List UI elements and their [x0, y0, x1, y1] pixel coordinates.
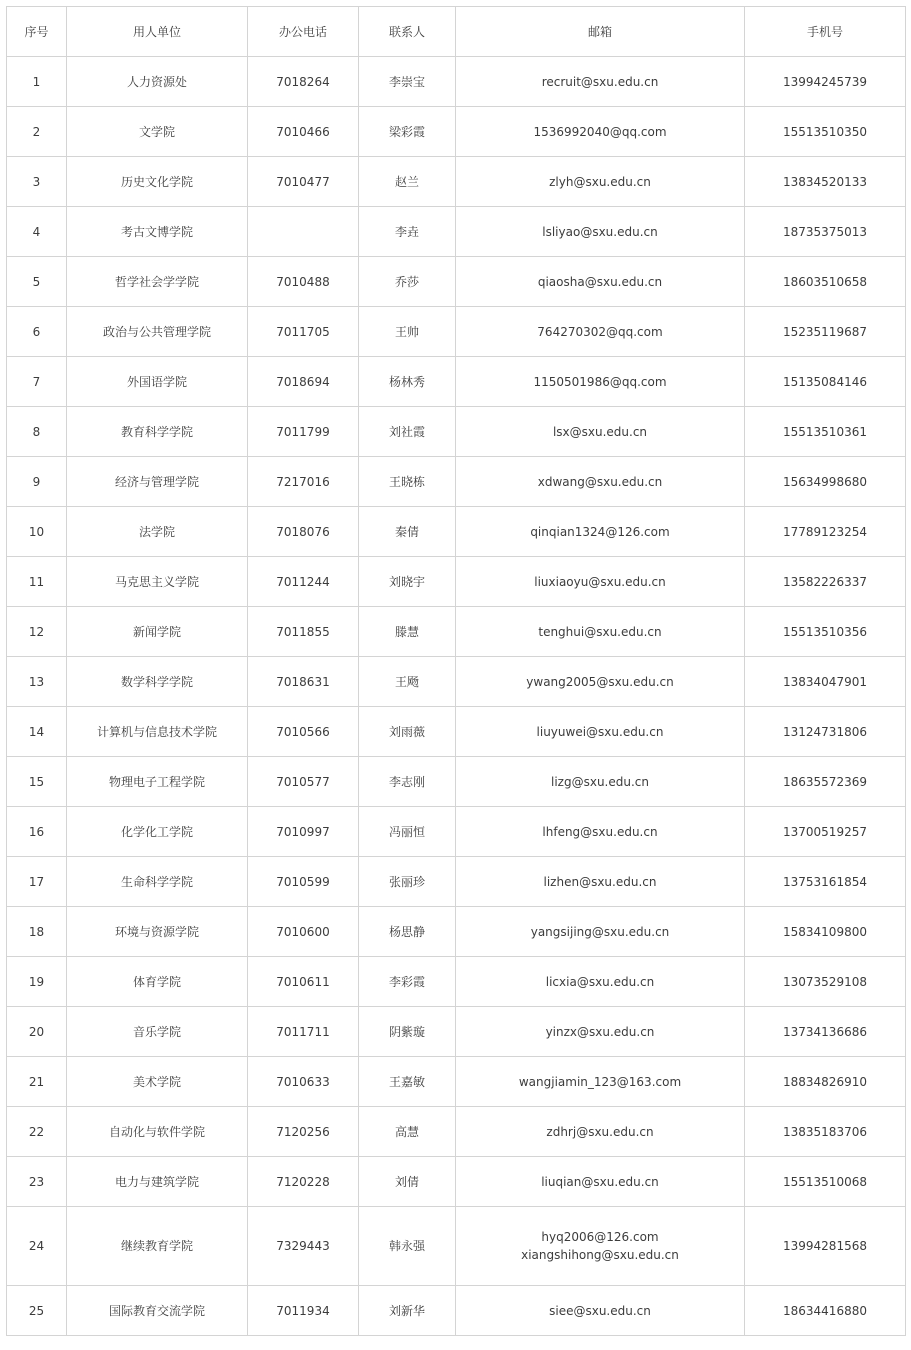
table-row	[7, 207, 906, 257]
cell-office-phone: 7010611	[248, 957, 359, 1007]
email-address: xiangshihong@sxu.edu.cn	[521, 1248, 679, 1262]
table-row	[7, 1157, 906, 1207]
table-row	[7, 1007, 906, 1057]
cell-office-phone: 7010466	[248, 107, 359, 157]
cell-office-phone: 7217016	[248, 457, 359, 507]
table-header-row	[7, 7, 906, 57]
cell-mobile: 15135084146	[745, 357, 906, 407]
cell-email	[456, 757, 745, 807]
table-row	[7, 857, 906, 907]
cell-index: 7	[7, 357, 67, 407]
header-contact: 联系人	[359, 7, 456, 57]
header-index: 序号	[7, 7, 67, 57]
cell-mobile: 13834520133	[745, 157, 906, 207]
cell-office-phone: 7010997	[248, 807, 359, 857]
cell-office-phone: 7010477	[248, 157, 359, 207]
cell-contact: 乔莎	[359, 257, 456, 307]
cell-index: 25	[7, 1286, 67, 1336]
cell-mobile: 18834826910	[745, 1057, 906, 1107]
cell-mobile: 13753161854	[745, 857, 906, 907]
cell-office-phone: 7010599	[248, 857, 359, 907]
cell-office-phone: 7011705	[248, 307, 359, 357]
cell-office-phone: 7329443	[248, 1207, 359, 1286]
cell-office-phone: 7011711	[248, 1007, 359, 1057]
cell-unit: 国际教育交流学院	[67, 1286, 248, 1336]
cell-unit: 计算机与信息技术学院	[67, 707, 248, 757]
table-row	[7, 507, 906, 557]
cell-email	[456, 507, 745, 557]
cell-office-phone: 7010600	[248, 907, 359, 957]
cell-office-phone: 7010566	[248, 707, 359, 757]
cell-office-phone: 7011799	[248, 407, 359, 457]
email-address: ywang2005@sxu.edu.cn	[526, 674, 674, 689]
table-row	[7, 357, 906, 407]
cell-mobile: 13994281568	[745, 1207, 906, 1286]
cell-contact: 王飏	[359, 657, 456, 707]
cell-office-phone: 7120256	[248, 1107, 359, 1157]
cell-contact: 梁彩霞	[359, 107, 456, 157]
cell-office-phone: 7011855	[248, 607, 359, 657]
cell-index: 23	[7, 1157, 67, 1207]
cell-unit: 政治与公共管理学院	[67, 307, 248, 357]
email-address: hyq2006@126.com	[541, 1230, 659, 1244]
cell-contact: 赵兰	[359, 157, 456, 207]
cell-index: 2	[7, 107, 67, 157]
cell-mobile: 15634998680	[745, 457, 906, 507]
cell-index: 19	[7, 957, 67, 1007]
cell-unit: 教育科学学院	[67, 407, 248, 457]
cell-contact: 王晓栋	[359, 457, 456, 507]
cell-index: 4	[7, 207, 67, 257]
cell-office-phone: 7010488	[248, 257, 359, 307]
email-address: licxia@sxu.edu.cn	[545, 974, 655, 989]
cell-contact: 杨林秀	[359, 357, 456, 407]
cell-unit: 哲学社会学学院	[67, 257, 248, 307]
cell-email	[456, 1157, 745, 1207]
cell-office-phone: 7010633	[248, 1057, 359, 1107]
cell-contact: 刘新华	[359, 1286, 456, 1336]
cell-unit: 美术学院	[67, 1057, 248, 1107]
header-mobile: 手机号	[745, 7, 906, 57]
cell-contact: 刘晓宇	[359, 557, 456, 607]
cell-mobile: 18603510658	[745, 257, 906, 307]
header-office-phone: 办公电话	[248, 7, 359, 57]
cell-unit: 音乐学院	[67, 1007, 248, 1057]
table-row	[7, 407, 906, 457]
cell-email	[456, 1057, 745, 1107]
cell-mobile: 13734136686	[745, 1007, 906, 1057]
table-row	[7, 1107, 906, 1157]
table-row	[7, 957, 906, 1007]
cell-email	[456, 107, 745, 157]
cell-index: 18	[7, 907, 67, 957]
email-address: wangjiamin_123@163.com	[518, 1074, 682, 1089]
cell-index: 20	[7, 1007, 67, 1057]
email-address: siee@sxu.edu.cn	[549, 1303, 651, 1318]
cell-mobile: 15513510068	[745, 1157, 906, 1207]
header-unit: 用人单位	[67, 7, 248, 57]
table-row	[7, 807, 906, 857]
table-row	[7, 457, 906, 507]
email-address: lsx@sxu.edu.cn	[552, 424, 648, 439]
email-address: yangsijing@sxu.edu.cn	[530, 924, 670, 939]
cell-mobile: 17789123254	[745, 507, 906, 557]
email-address: qiaosha@sxu.edu.cn	[537, 274, 663, 289]
cell-index: 1	[7, 57, 67, 107]
cell-email	[456, 857, 745, 907]
email-address: liuqian@sxu.edu.cn	[541, 1174, 659, 1189]
cell-office-phone: 7018631	[248, 657, 359, 707]
cell-index: 21	[7, 1057, 67, 1107]
email-address: liuyuwei@sxu.edu.cn	[536, 724, 664, 739]
cell-office-phone: 7120228	[248, 1157, 359, 1207]
cell-index: 13	[7, 657, 67, 707]
cell-mobile: 13073529108	[745, 957, 906, 1007]
cell-email	[456, 407, 745, 457]
cell-office-phone: 7018264	[248, 57, 359, 107]
cell-index: 24	[7, 1207, 67, 1286]
cell-index: 8	[7, 407, 67, 457]
cell-office-phone: 7018694	[248, 357, 359, 407]
cell-mobile: 18635572369	[745, 757, 906, 807]
cell-mobile: 13834047901	[745, 657, 906, 707]
email-address: zlyh@sxu.edu.cn	[549, 174, 651, 189]
cell-email	[456, 257, 745, 307]
cell-email	[456, 1207, 745, 1286]
cell-index: 10	[7, 507, 67, 557]
cell-contact: 刘倩	[359, 1157, 456, 1207]
table-row	[7, 1057, 906, 1107]
cell-unit: 外国语学院	[67, 357, 248, 407]
cell-mobile: 13994245739	[745, 57, 906, 107]
cell-unit: 继续教育学院	[67, 1207, 248, 1286]
table-row	[7, 757, 906, 807]
cell-unit: 文学院	[67, 107, 248, 157]
cell-unit: 环境与资源学院	[67, 907, 248, 957]
cell-email	[456, 1286, 745, 1336]
email-address: xdwang@sxu.edu.cn	[537, 474, 663, 489]
email-address: zdhrj@sxu.edu.cn	[546, 1124, 654, 1139]
table-row	[7, 607, 906, 657]
cell-mobile: 15513510350	[745, 107, 906, 157]
email-address: lsliyao@sxu.edu.cn	[542, 224, 658, 239]
table-row	[7, 707, 906, 757]
cell-office-phone: 7018076	[248, 507, 359, 557]
cell-contact: 滕慧	[359, 607, 456, 657]
cell-email	[456, 707, 745, 757]
cell-office-phone: 7010577	[248, 757, 359, 807]
cell-office-phone: 7011244	[248, 557, 359, 607]
email-address: lizg@sxu.edu.cn	[551, 774, 649, 789]
cell-mobile: 18634416880	[745, 1286, 906, 1336]
table-row	[7, 557, 906, 607]
cell-contact: 刘雨薇	[359, 707, 456, 757]
email-address: 1536992040@qq.com	[533, 124, 667, 139]
email-address: yinzx@sxu.edu.cn	[545, 1024, 655, 1039]
cell-unit: 生命科学学院	[67, 857, 248, 907]
cell-office-phone: 7011934	[248, 1286, 359, 1336]
cell-email	[456, 1007, 745, 1057]
cell-contact: 王嘉敏	[359, 1057, 456, 1107]
cell-email	[456, 307, 745, 357]
email-address: recruit@sxu.edu.cn	[541, 74, 659, 89]
cell-unit: 数学科学学院	[67, 657, 248, 707]
cell-mobile: 18735375013	[745, 207, 906, 257]
cell-email	[456, 607, 745, 657]
cell-mobile: 15235119687	[745, 307, 906, 357]
email-address: tenghui@sxu.edu.cn	[538, 624, 662, 639]
cell-email	[456, 357, 745, 407]
table-row	[7, 107, 906, 157]
cell-email	[456, 807, 745, 857]
table-row	[7, 657, 906, 707]
cell-unit: 电力与建筑学院	[67, 1157, 248, 1207]
cell-mobile: 13124731806	[745, 707, 906, 757]
cell-email	[456, 457, 745, 507]
cell-index: 9	[7, 457, 67, 507]
cell-mobile: 13582226337	[745, 557, 906, 607]
cell-contact: 李志刚	[359, 757, 456, 807]
table-row	[7, 907, 906, 957]
cell-unit: 经济与管理学院	[67, 457, 248, 507]
cell-unit: 自动化与软件学院	[67, 1107, 248, 1157]
cell-contact: 张丽珍	[359, 857, 456, 907]
cell-unit: 法学院	[67, 507, 248, 557]
cell-index: 17	[7, 857, 67, 907]
cell-email	[456, 207, 745, 257]
cell-contact: 杨思静	[359, 907, 456, 957]
table-row	[7, 157, 906, 207]
cell-email	[456, 957, 745, 1007]
cell-index: 12	[7, 607, 67, 657]
email-address: lizhen@sxu.edu.cn	[543, 874, 657, 889]
cell-email	[456, 907, 745, 957]
cell-contact: 刘社霞	[359, 407, 456, 457]
cell-mobile: 15513510356	[745, 607, 906, 657]
cell-unit: 新闻学院	[67, 607, 248, 657]
cell-index: 11	[7, 557, 67, 607]
table-row	[7, 257, 906, 307]
cell-unit: 马克思主义学院	[67, 557, 248, 607]
cell-email	[456, 557, 745, 607]
cell-contact: 阴紫璇	[359, 1007, 456, 1057]
email-address: lhfeng@sxu.edu.cn	[542, 824, 658, 839]
contact-table	[6, 6, 906, 1336]
cell-mobile: 15513510361	[745, 407, 906, 457]
cell-index: 5	[7, 257, 67, 307]
email-address: 1150501986@qq.com	[533, 374, 667, 389]
cell-unit: 物理电子工程学院	[67, 757, 248, 807]
cell-index: 3	[7, 157, 67, 207]
cell-index: 22	[7, 1107, 67, 1157]
cell-email	[456, 1107, 745, 1157]
table-row	[7, 1207, 906, 1286]
email-address: qinqian1324@126.com	[530, 524, 670, 539]
cell-office-phone	[248, 207, 359, 257]
table-row	[7, 307, 906, 357]
cell-unit: 人力资源处	[67, 57, 248, 107]
table-row	[7, 1286, 906, 1336]
table-row	[7, 57, 906, 107]
cell-mobile: 13700519257	[745, 807, 906, 857]
cell-contact: 秦倩	[359, 507, 456, 557]
cell-index: 6	[7, 307, 67, 357]
cell-contact: 李崇宝	[359, 57, 456, 107]
cell-unit: 考古文博学院	[67, 207, 248, 257]
cell-index: 16	[7, 807, 67, 857]
header-email: 邮箱	[456, 7, 745, 57]
cell-email	[456, 657, 745, 707]
cell-contact: 王帅	[359, 307, 456, 357]
cell-unit: 体育学院	[67, 957, 248, 1007]
cell-contact: 冯丽恒	[359, 807, 456, 857]
email-address: liuxiaoyu@sxu.edu.cn	[534, 574, 666, 589]
cell-contact: 韩永强	[359, 1207, 456, 1286]
cell-contact: 高慧	[359, 1107, 456, 1157]
cell-contact: 李垚	[359, 207, 456, 257]
cell-email	[456, 57, 745, 107]
cell-contact: 李彩霞	[359, 957, 456, 1007]
cell-index: 15	[7, 757, 67, 807]
cell-unit: 化学化工学院	[67, 807, 248, 857]
cell-unit: 历史文化学院	[67, 157, 248, 207]
cell-mobile: 15834109800	[745, 907, 906, 957]
table-body	[7, 57, 906, 1336]
email-address: 764270302@qq.com	[537, 324, 663, 339]
cell-mobile: 13835183706	[745, 1107, 906, 1157]
contact-table-container	[6, 6, 905, 1336]
cell-index: 14	[7, 707, 67, 757]
cell-email	[456, 157, 745, 207]
